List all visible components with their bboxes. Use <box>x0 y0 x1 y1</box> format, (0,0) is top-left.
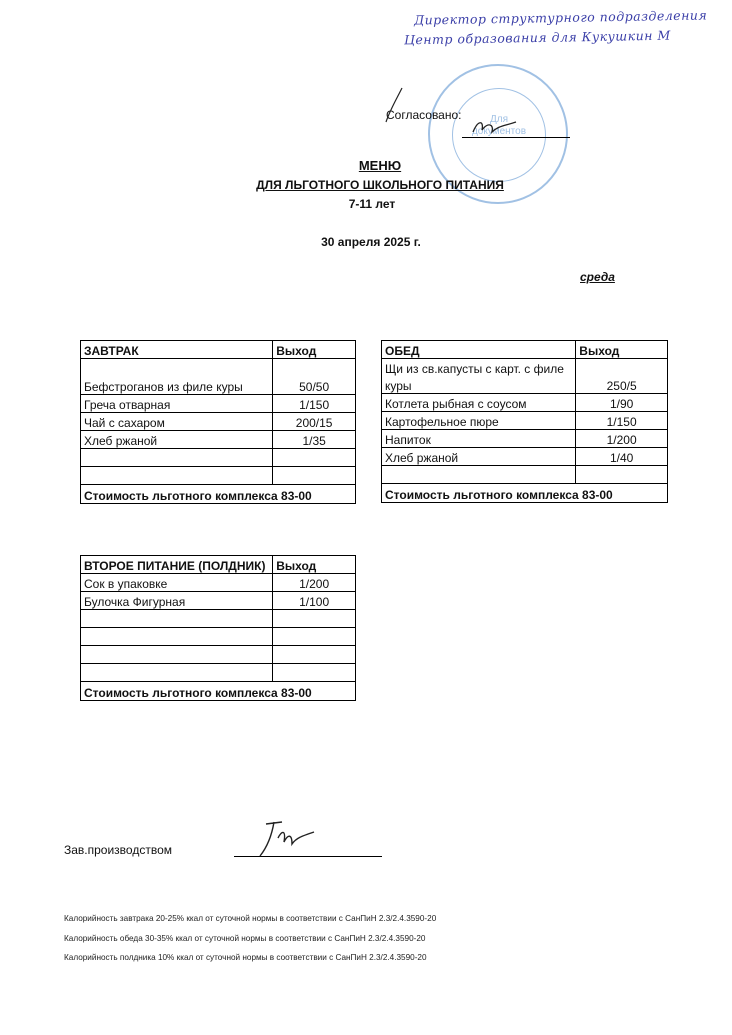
snack-table <box>80 555 356 701</box>
dish-name: куры <box>382 376 576 394</box>
table-row <box>382 466 668 484</box>
dish-name: Котлета рыбная с соусом <box>382 394 576 412</box>
table-row <box>382 430 668 448</box>
dish-name: Щи из св.капусты с карт. с филе <box>382 359 576 377</box>
age-range: 7-11 лет <box>348 197 396 211</box>
dish-name: Сок в упаковке <box>81 574 273 592</box>
table-row <box>382 376 668 394</box>
dish-name <box>81 610 273 628</box>
snack-price: Стоимость льготного комплекса 83-00 <box>81 682 356 701</box>
stamp-center-text: Для документов <box>471 114 527 137</box>
table-footer-row <box>81 682 356 701</box>
dish-name: Хлеб ржаной <box>81 431 273 449</box>
approval-signature <box>470 116 520 138</box>
table-row <box>81 359 356 395</box>
dish-output: 1/150 <box>273 395 356 413</box>
dish-name: Греча отварная <box>81 395 273 413</box>
table-row <box>81 413 356 431</box>
breakfast-header: ЗАВТРАК <box>81 341 273 359</box>
dish-output: 1/200 <box>273 574 356 592</box>
dish-name: Бефстроганов из филе куры <box>81 359 273 395</box>
dish-output: 1/35 <box>273 431 356 449</box>
table-row <box>81 664 356 682</box>
table-row <box>382 359 668 377</box>
handwritten-director-line1: Директор структурного подразделения <box>413 7 708 28</box>
dish-output: 1/100 <box>273 592 356 610</box>
dish-name: Чай с сахаром <box>81 413 273 431</box>
dish-output <box>273 664 356 682</box>
dish-output: 250/5 <box>576 376 668 394</box>
menu-title: МЕНЮ <box>358 158 402 173</box>
dish-name: Картофельное пюре <box>382 412 576 430</box>
dish-output <box>273 449 356 467</box>
dish-output: 50/50 <box>273 359 356 395</box>
table-footer-row <box>81 485 356 504</box>
lunch-col-header: Выход <box>576 341 668 359</box>
table-header-row <box>382 341 668 359</box>
signature-label: Зав.производством <box>64 843 172 857</box>
table-row <box>81 610 356 628</box>
menu-date: 30 апреля 2025 г. <box>321 235 421 249</box>
weekday: среда <box>580 270 615 284</box>
dish-name: Напиток <box>382 430 576 448</box>
dish-name <box>81 628 273 646</box>
breakfast-price: Стоимость льготного комплекса 83-00 <box>81 485 356 504</box>
dish-output <box>576 466 668 484</box>
table-row <box>81 628 356 646</box>
menu-subtitle: ДЛЯ ЛЬГОТНОГО ШКОЛЬНОГО ПИТАНИЯ <box>256 178 504 192</box>
dish-name <box>81 449 273 467</box>
table-row <box>81 646 356 664</box>
table-header-row <box>81 341 356 359</box>
table-row <box>81 395 356 413</box>
table-row <box>382 394 668 412</box>
dish-output: 1/90 <box>576 394 668 412</box>
dish-output <box>576 359 668 377</box>
lunch-header: ОБЕД <box>382 341 576 359</box>
table-row <box>81 592 356 610</box>
dish-name <box>81 664 273 682</box>
approval-signature-stroke <box>382 86 406 126</box>
dish-output: 200/15 <box>273 413 356 431</box>
snack-col-header: Выход <box>273 556 356 574</box>
snack-header: ВТОРОЕ ПИТАНИЕ (ПОЛДНИК) <box>81 556 273 574</box>
dish-name <box>81 467 273 485</box>
calorie-note-snack: Калорийность полдника 10% ккал от суточной нормы в соответствии с СанПиН 2.3/2.4.3590-20 <box>64 953 427 962</box>
breakfast-col-header: Выход <box>273 341 356 359</box>
manager-signature <box>252 816 322 860</box>
dish-name: Хлеб ржаной <box>382 448 576 466</box>
table-row <box>81 467 356 485</box>
table-header-row <box>81 556 356 574</box>
dish-output <box>273 467 356 485</box>
dish-output <box>273 610 356 628</box>
table-row <box>81 431 356 449</box>
table-row <box>382 448 668 466</box>
approval-label: Согласовано: <box>386 108 462 122</box>
dish-output <box>273 646 356 664</box>
calorie-note-lunch: Калорийность обеда 30-35% ккал от суточной нормы в соответствии с СанПиН 2.3/2.4.3590-20 <box>64 934 426 943</box>
dish-output: 1/150 <box>576 412 668 430</box>
table-footer-row <box>382 484 668 503</box>
breakfast-table <box>80 340 356 504</box>
table-row <box>382 412 668 430</box>
lunch-table <box>381 340 668 503</box>
dish-name <box>81 646 273 664</box>
dish-output: 1/200 <box>576 430 668 448</box>
calorie-note-breakfast: Калорийность завтрака 20-25% ккал от суточной нормы в соответствии с СанПиН 2.3/2.4.3590-20 <box>64 914 437 923</box>
handwritten-director-line2: Центр образования для Кукушкин М <box>403 27 671 48</box>
dish-output <box>273 628 356 646</box>
dish-name: Булочка Фигурная <box>81 592 273 610</box>
table-row <box>81 574 356 592</box>
table-row <box>81 449 356 467</box>
dish-name <box>382 466 576 484</box>
lunch-price: Стоимость льготного комплекса 83-00 <box>382 484 668 503</box>
dish-output: 1/40 <box>576 448 668 466</box>
